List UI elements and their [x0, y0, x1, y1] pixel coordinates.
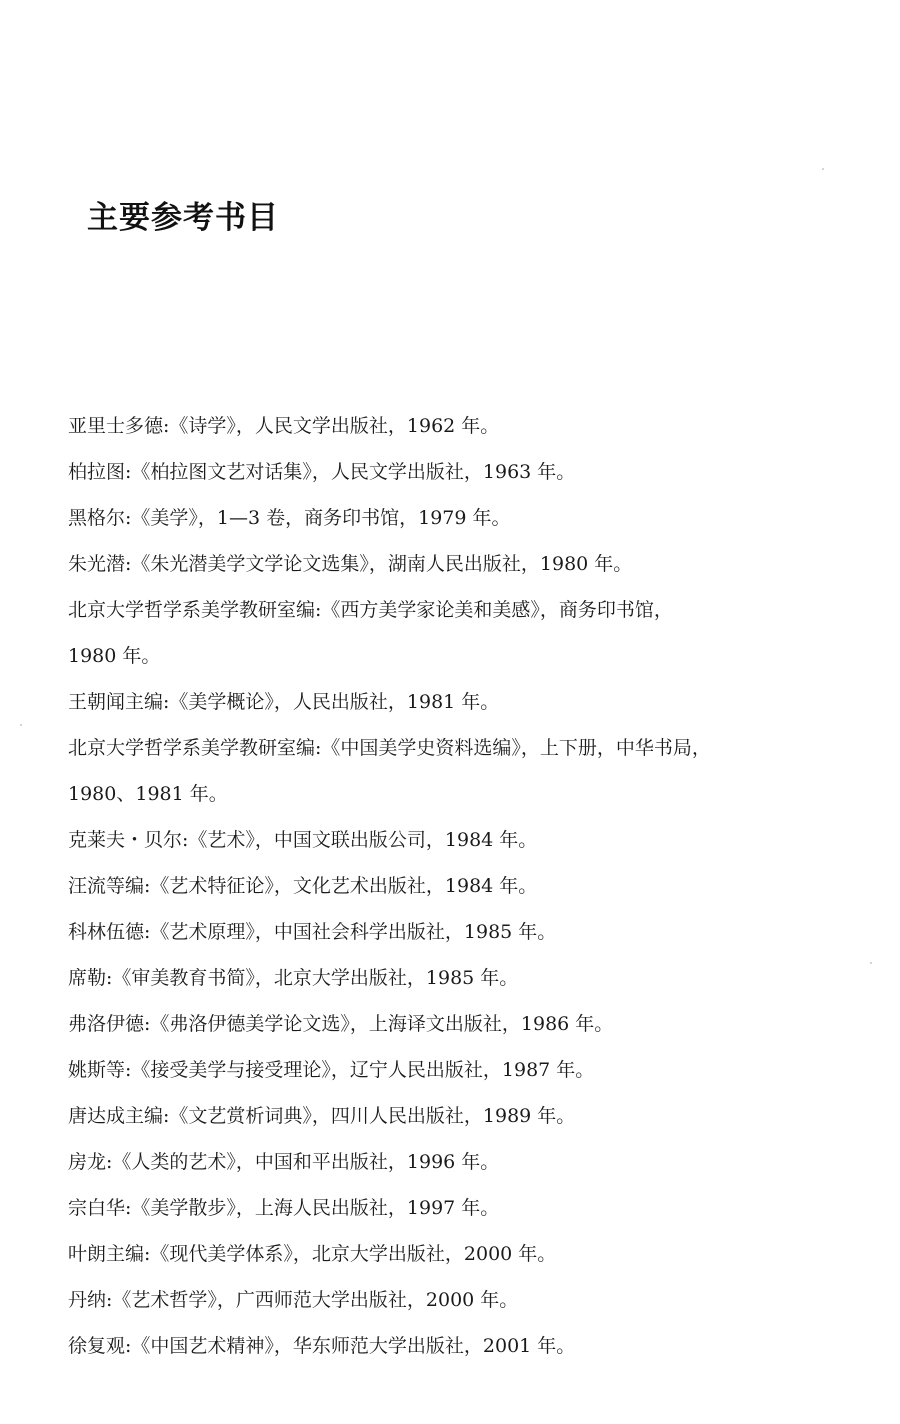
page-title: 主要参考书目 [87, 200, 279, 236]
reference-line: 汪流等编:《艺术特征论》，文化艺术出版社，1984 年。 [68, 875, 538, 897]
reference-line: 柏拉图:《柏拉图文艺对话集》，人民文学出版社，1963 年。 [68, 461, 576, 483]
reference-line: 席勒:《审美教育书简》，北京大学出版社，1985 年。 [68, 967, 519, 989]
reference-line: 科林伍德:《艺术原理》，中国社会科学出版社，1985 年。 [68, 921, 557, 943]
reference-line: 叶朗主编:《现代美学体系》，北京大学出版社，2000 年。 [68, 1243, 557, 1265]
reference-line: 北京大学哲学系美学教研室编:《中国美学史资料选编》，上下册，中华书局， [68, 737, 711, 759]
reference-list [68, 403, 828, 1369]
reference-line: 姚斯等:《接受美学与接受理论》，辽宁人民出版社，1987 年。 [68, 1059, 595, 1081]
reference-line: 弗洛伊德:《弗洛伊德美学论文选》，上海译文出版社，1986 年。 [68, 1013, 614, 1035]
reference-line: 朱光潜:《朱光潜美学文学论文选集》，湖南人民出版社，1980 年。 [68, 553, 633, 575]
reference-line-continuation: 1980 年。 [68, 645, 161, 667]
scan-speck [870, 962, 872, 964]
scan-speck [20, 724, 22, 726]
reference-line: 亚里士多德:《诗学》，人民文学出版社，1962 年。 [68, 415, 500, 437]
reference-line: 丹纳:《艺术哲学》，广西师范大学出版社，2000 年。 [68, 1289, 519, 1311]
reference-line: 房龙:《人类的艺术》，中国和平出版社，1996 年。 [68, 1151, 500, 1173]
scan-speck [822, 168, 824, 170]
reference-line: 克莱夫・贝尔:《艺术》，中国文联出版公司，1984 年。 [68, 829, 538, 851]
reference-line-continuation: 1980、1981 年。 [68, 783, 228, 805]
reference-line: 北京大学哲学系美学教研室编:《西方美学家论美和美感》，商务印书馆， [68, 599, 673, 621]
reference-line: 黑格尔:《美学》，1—3 卷，商务印书馆，1979 年。 [68, 507, 511, 529]
reference-line: 宗白华:《美学散步》，上海人民出版社，1997 年。 [68, 1197, 500, 1219]
reference-line: 徐复观:《中国艺术精神》，华东师范大学出版社，2001 年。 [68, 1335, 576, 1357]
reference-line: 王朝闻主编:《美学概论》，人民出版社，1981 年。 [68, 691, 500, 713]
reference-line: 唐达成主编:《文艺赏析词典》，四川人民出版社，1989 年。 [68, 1105, 576, 1127]
